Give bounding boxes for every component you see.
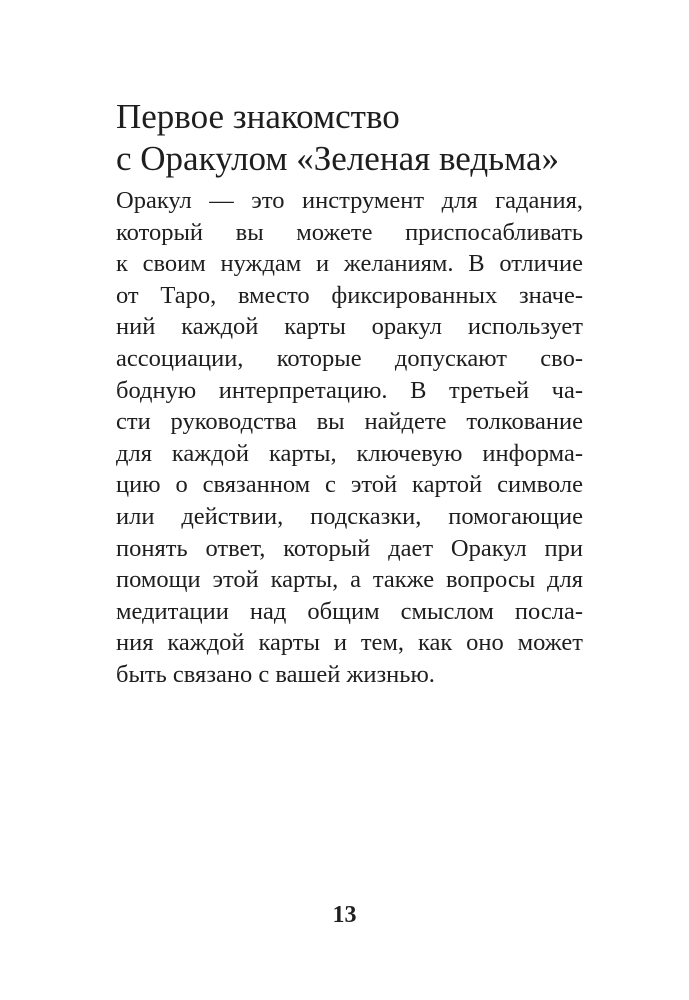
text-line: который вы можете приспосабливать bbox=[116, 218, 583, 246]
text-line: от Таро, вместо фиксированных значе- bbox=[116, 281, 583, 309]
text-line: понять ответ, который дает Оракул при bbox=[116, 534, 583, 562]
text-line: для каждой карты, ключевую информа- bbox=[116, 439, 583, 467]
text-line: или действии, подсказки, помогающие bbox=[116, 502, 583, 530]
text-line: помощи этой карты, а также вопросы для bbox=[116, 566, 583, 594]
text-line: ния каждой карты и тем, как оно может bbox=[116, 629, 583, 657]
text-line: цию о связанном с этой картой символе bbox=[116, 471, 583, 499]
text-line: быть связано с вашей жизнью. bbox=[116, 660, 435, 688]
chapter-heading bbox=[116, 96, 559, 180]
text-line: медитации над общим смыслом посла- bbox=[116, 597, 583, 625]
heading-line: Первое знакомство bbox=[116, 97, 400, 136]
text-line: ний каждой карты оракул использует bbox=[116, 313, 583, 341]
text-line: к своим нуждам и желаниям. В отличие bbox=[116, 250, 583, 278]
text-line: Оракул — это инструмент для гадания, bbox=[116, 187, 583, 214]
text-line: ассоциации, которые допускают сво- bbox=[116, 344, 583, 372]
text-line: бодную интерпретацию. В третьей ча- bbox=[116, 376, 583, 404]
heading-line: с Оракулом «Зеленая ведьма» bbox=[116, 139, 560, 178]
page-number: 13 bbox=[332, 902, 357, 928]
body-paragraph bbox=[116, 185, 583, 691]
text-line: сти руководства вы найдете толкование bbox=[116, 408, 583, 436]
